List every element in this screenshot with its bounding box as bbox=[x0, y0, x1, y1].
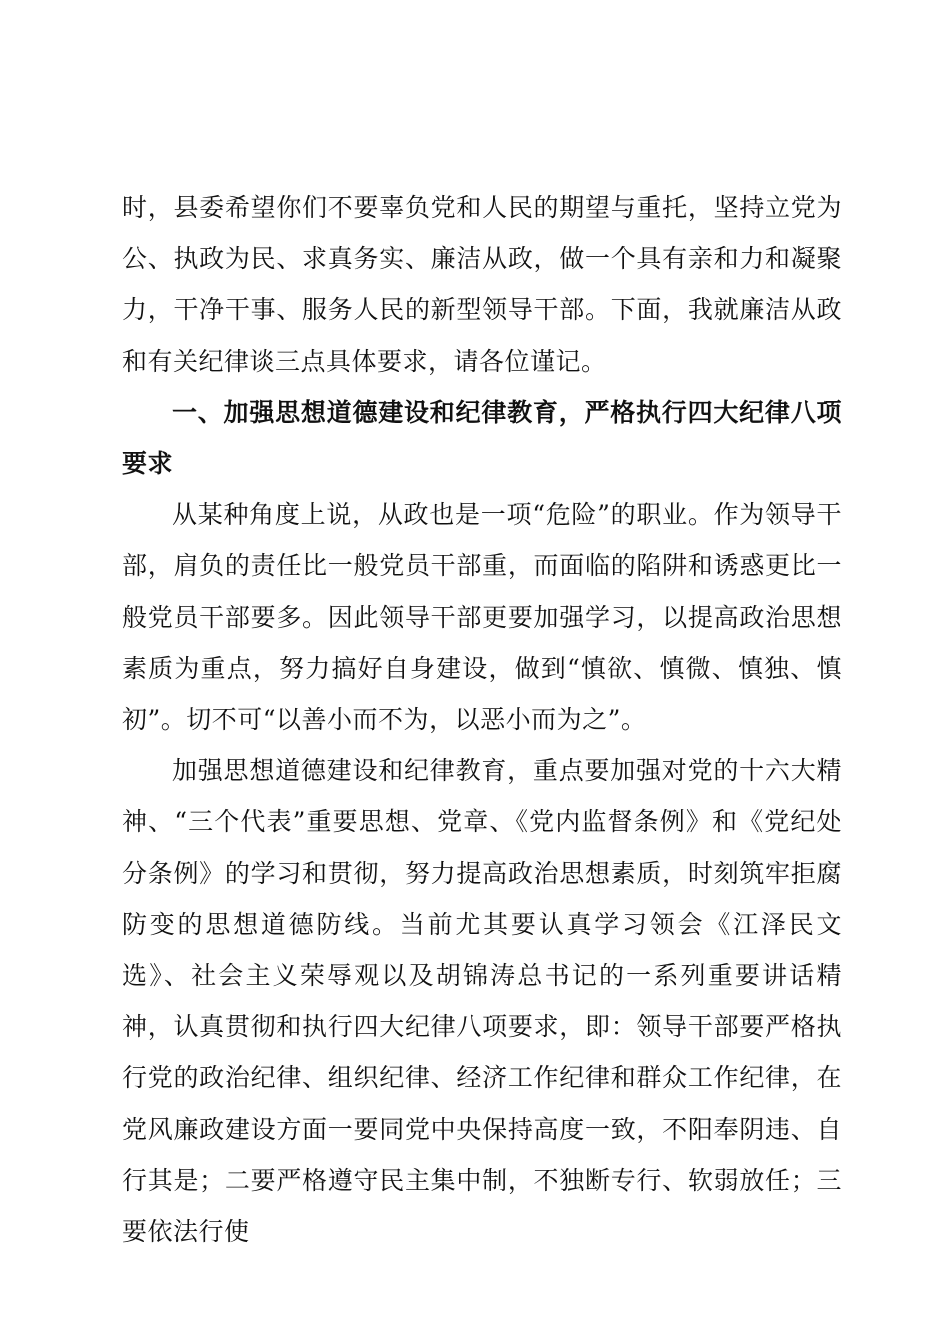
body-paragraph-3: 加强思想道德建设和纪律教育，重点要加强对党的十六大精神、“三个代表”重要思想、党章、《党内监督条例》和《党纪处分条例》的学习和贯彻，努力提高政治思想素质，时刻筑牢拒腐防变的思想道德防线。当前尤其要认真学习领会《江泽民文选》、社会主义荣辱观以及胡锦涛总书记的一系列重要讲话精神，认真贯彻和执行四大纪律八项要求，即：领导干部要严格执行党的政治纪律、组织纪律、经济工作纪律和群众工作纪律，在党风廉政建设方面一要同党中央保持高度一致，不阳奉阴违、自行其是；二要严格遵守民主集中制，不独断专行、软弱放任；三要依法行使 bbox=[122, 756, 842, 1247]
body-paragraph-1: 时，县委希望你们不要辜负党和人民的期望与重托，坚持立党为公、执政为民、求真务实、廉洁从政，做一个具有亲和力和凝聚力，干净干事、服务人民的新型领导干部。下面，我就廉洁从政和有关纪律谈三点具体要求，请各位谨记。 bbox=[122, 193, 842, 376]
section-heading-1: 一、加强思想道德建设和纪律教育，严格执行四大纪律八项要求 bbox=[122, 397, 842, 479]
document-body bbox=[122, 182, 842, 1257]
body-paragraph-2: 从某种角度上说，从政也是一项“危险”的职业。作为领导干部，肩负的责任比一般党员干部重，而面临的陷阱和诱惑更比一般党员干部要多。因此领导干部更要加强学习，以提高政治思想素质为重点，努力搞好自身建设，做到“慎欲、慎微、慎独、慎初”。切不可“以善小而不为，以恶小而为之”。 bbox=[122, 500, 842, 735]
